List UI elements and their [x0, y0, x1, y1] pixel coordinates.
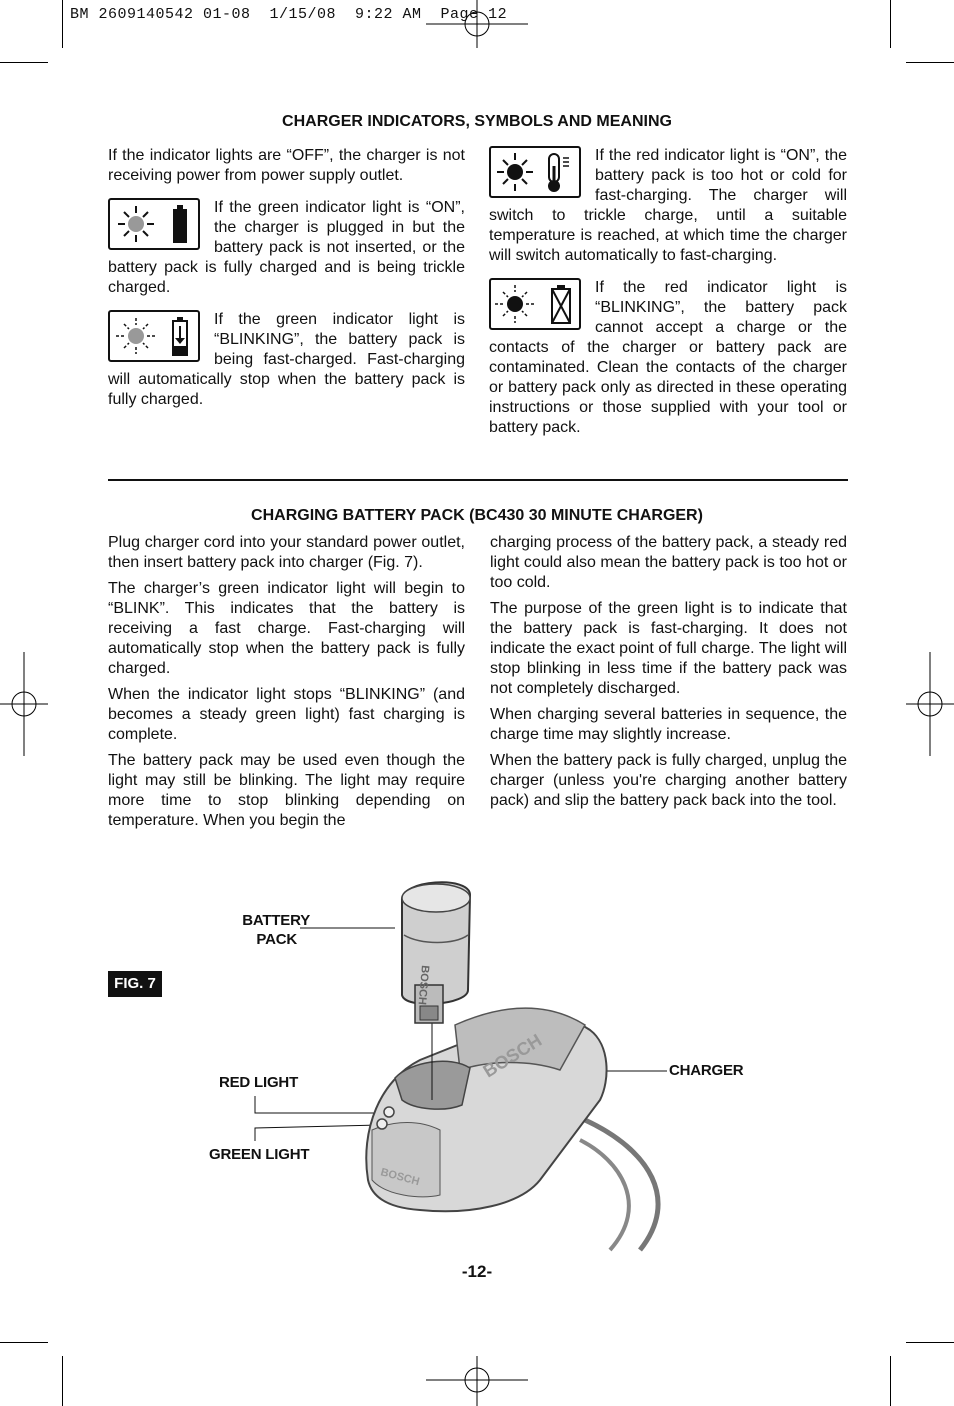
indicators-left-column	[108, 146, 465, 410]
charging-paragraph: The purpose of the green light is to indicate that the battery pack is fast-charging. It does not indicate the exact point of full charge. The light will stop blinking in less time if the battery pack was not completely discharged.	[490, 600, 847, 697]
red-on-symbol	[489, 146, 581, 198]
figure-badge: FIG. 7	[108, 971, 162, 997]
charging-paragraph: The charger’s green indicator light will begin to “BLINK”. This indicates that the battery is receiving a fast charge. Fast-charging will automatically stop when the battery pack is fully charged.	[108, 580, 465, 677]
crop-mark	[0, 1342, 48, 1343]
print-slug: BM 2609140542 01-08 1/15/08 9:22 AM Page 12	[70, 6, 508, 23]
page-number: -12-	[461, 1262, 493, 1281]
label-battery-line1: BATTERY	[242, 912, 310, 929]
registration-mark-bottom	[426, 1356, 528, 1406]
section-title-indicators: CHARGER INDICATORS, SYMBOLS AND MEANING	[282, 113, 672, 130]
crop-mark	[62, 1356, 63, 1406]
charging-paragraph: Plug charger cord into your standard power outlet, then insert battery pack into charger (Fig. 7).	[108, 534, 465, 571]
charging-paragraph: When charging several batteries in sequence, the charge time may slightly increase.	[490, 706, 847, 743]
green-blinking-text: If the green indicator light is “BLINKING”, the battery pack is being fast-charged. Fast-charging will automatically stop when the battery pack is fully charged.	[108, 311, 465, 408]
section-divider	[108, 479, 848, 481]
indicators-right-column	[489, 146, 847, 438]
charger-brand-text: BOSCH	[479, 1029, 546, 1082]
red-blinking-text: If the red indicator light is “BLINKING”, the battery pack cannot accept a charge or the contacts of the charger or battery pack are contaminated. Clean the contacts of the charger or battery pack only as directed in these operating instructions or those supplied with your tool or battery pack.	[489, 279, 847, 436]
red-indicator-light	[384, 1107, 394, 1117]
crop-mark	[62, 0, 63, 48]
crop-mark	[890, 0, 891, 48]
charging-right-column	[490, 533, 847, 817]
crop-mark	[0, 62, 48, 63]
red-on-text: If the red indicator light is “ON”, the battery pack is too hot or cold for fast-charging. The charger will switch to trickle charge, until a suitable temperature is reached, at which time the charger will switch automatically to fast-charging.	[489, 147, 847, 264]
green-indicator-light	[377, 1119, 387, 1129]
green-on-text: If the green indicator light is “ON”, the charger is plugged in but the battery pack is not inserted, or the battery pack is fully charged and is being trickle charged.	[108, 199, 465, 296]
label-green-light: GREEN LIGHT	[209, 1146, 310, 1163]
charging-paragraph: charging process of the battery pack, a steady red light could also mean the battery pack is too hot or too cold.	[490, 534, 847, 591]
charger-illustration	[250, 870, 670, 1254]
green-blinking-symbol	[108, 310, 200, 362]
charging-paragraph: The battery pack may be used even though the light may still be blinking. The light may require more time to stop blinking depending on temperature. When you begin the	[108, 752, 465, 829]
charging-left-column	[108, 533, 465, 837]
section-title-charging: CHARGING BATTERY PACK (BC430 30 MINUTE CHARGER)	[251, 507, 703, 524]
crop-mark	[906, 62, 954, 63]
charging-paragraph: When the battery pack is fully charged, unplug the charger (unless you're charging another battery pack) and slip the battery pack back into the tool.	[490, 752, 847, 809]
registration-mark-right	[906, 652, 954, 756]
label-charger: CHARGER	[669, 1062, 744, 1079]
crop-mark	[906, 1342, 954, 1343]
battery-brand-text: BOSCH	[415, 964, 431, 1006]
crop-mark	[890, 1356, 891, 1406]
label-red-light: RED LIGHT	[219, 1074, 299, 1091]
red-blinking-symbol	[489, 278, 581, 330]
indicator-off-text: If the indicator lights are “OFF”, the charger is not receiving power from power supply outlet.	[108, 147, 465, 184]
green-on-symbol	[108, 198, 200, 250]
charger-front-brand-text: BOSCH	[379, 1166, 421, 1189]
registration-mark-left	[0, 652, 48, 756]
charging-paragraph: When the indicator light stops “BLINKING” (and becomes a steady green light) fast charging is complete.	[108, 686, 465, 743]
label-battery-line2: PACK	[256, 931, 297, 948]
